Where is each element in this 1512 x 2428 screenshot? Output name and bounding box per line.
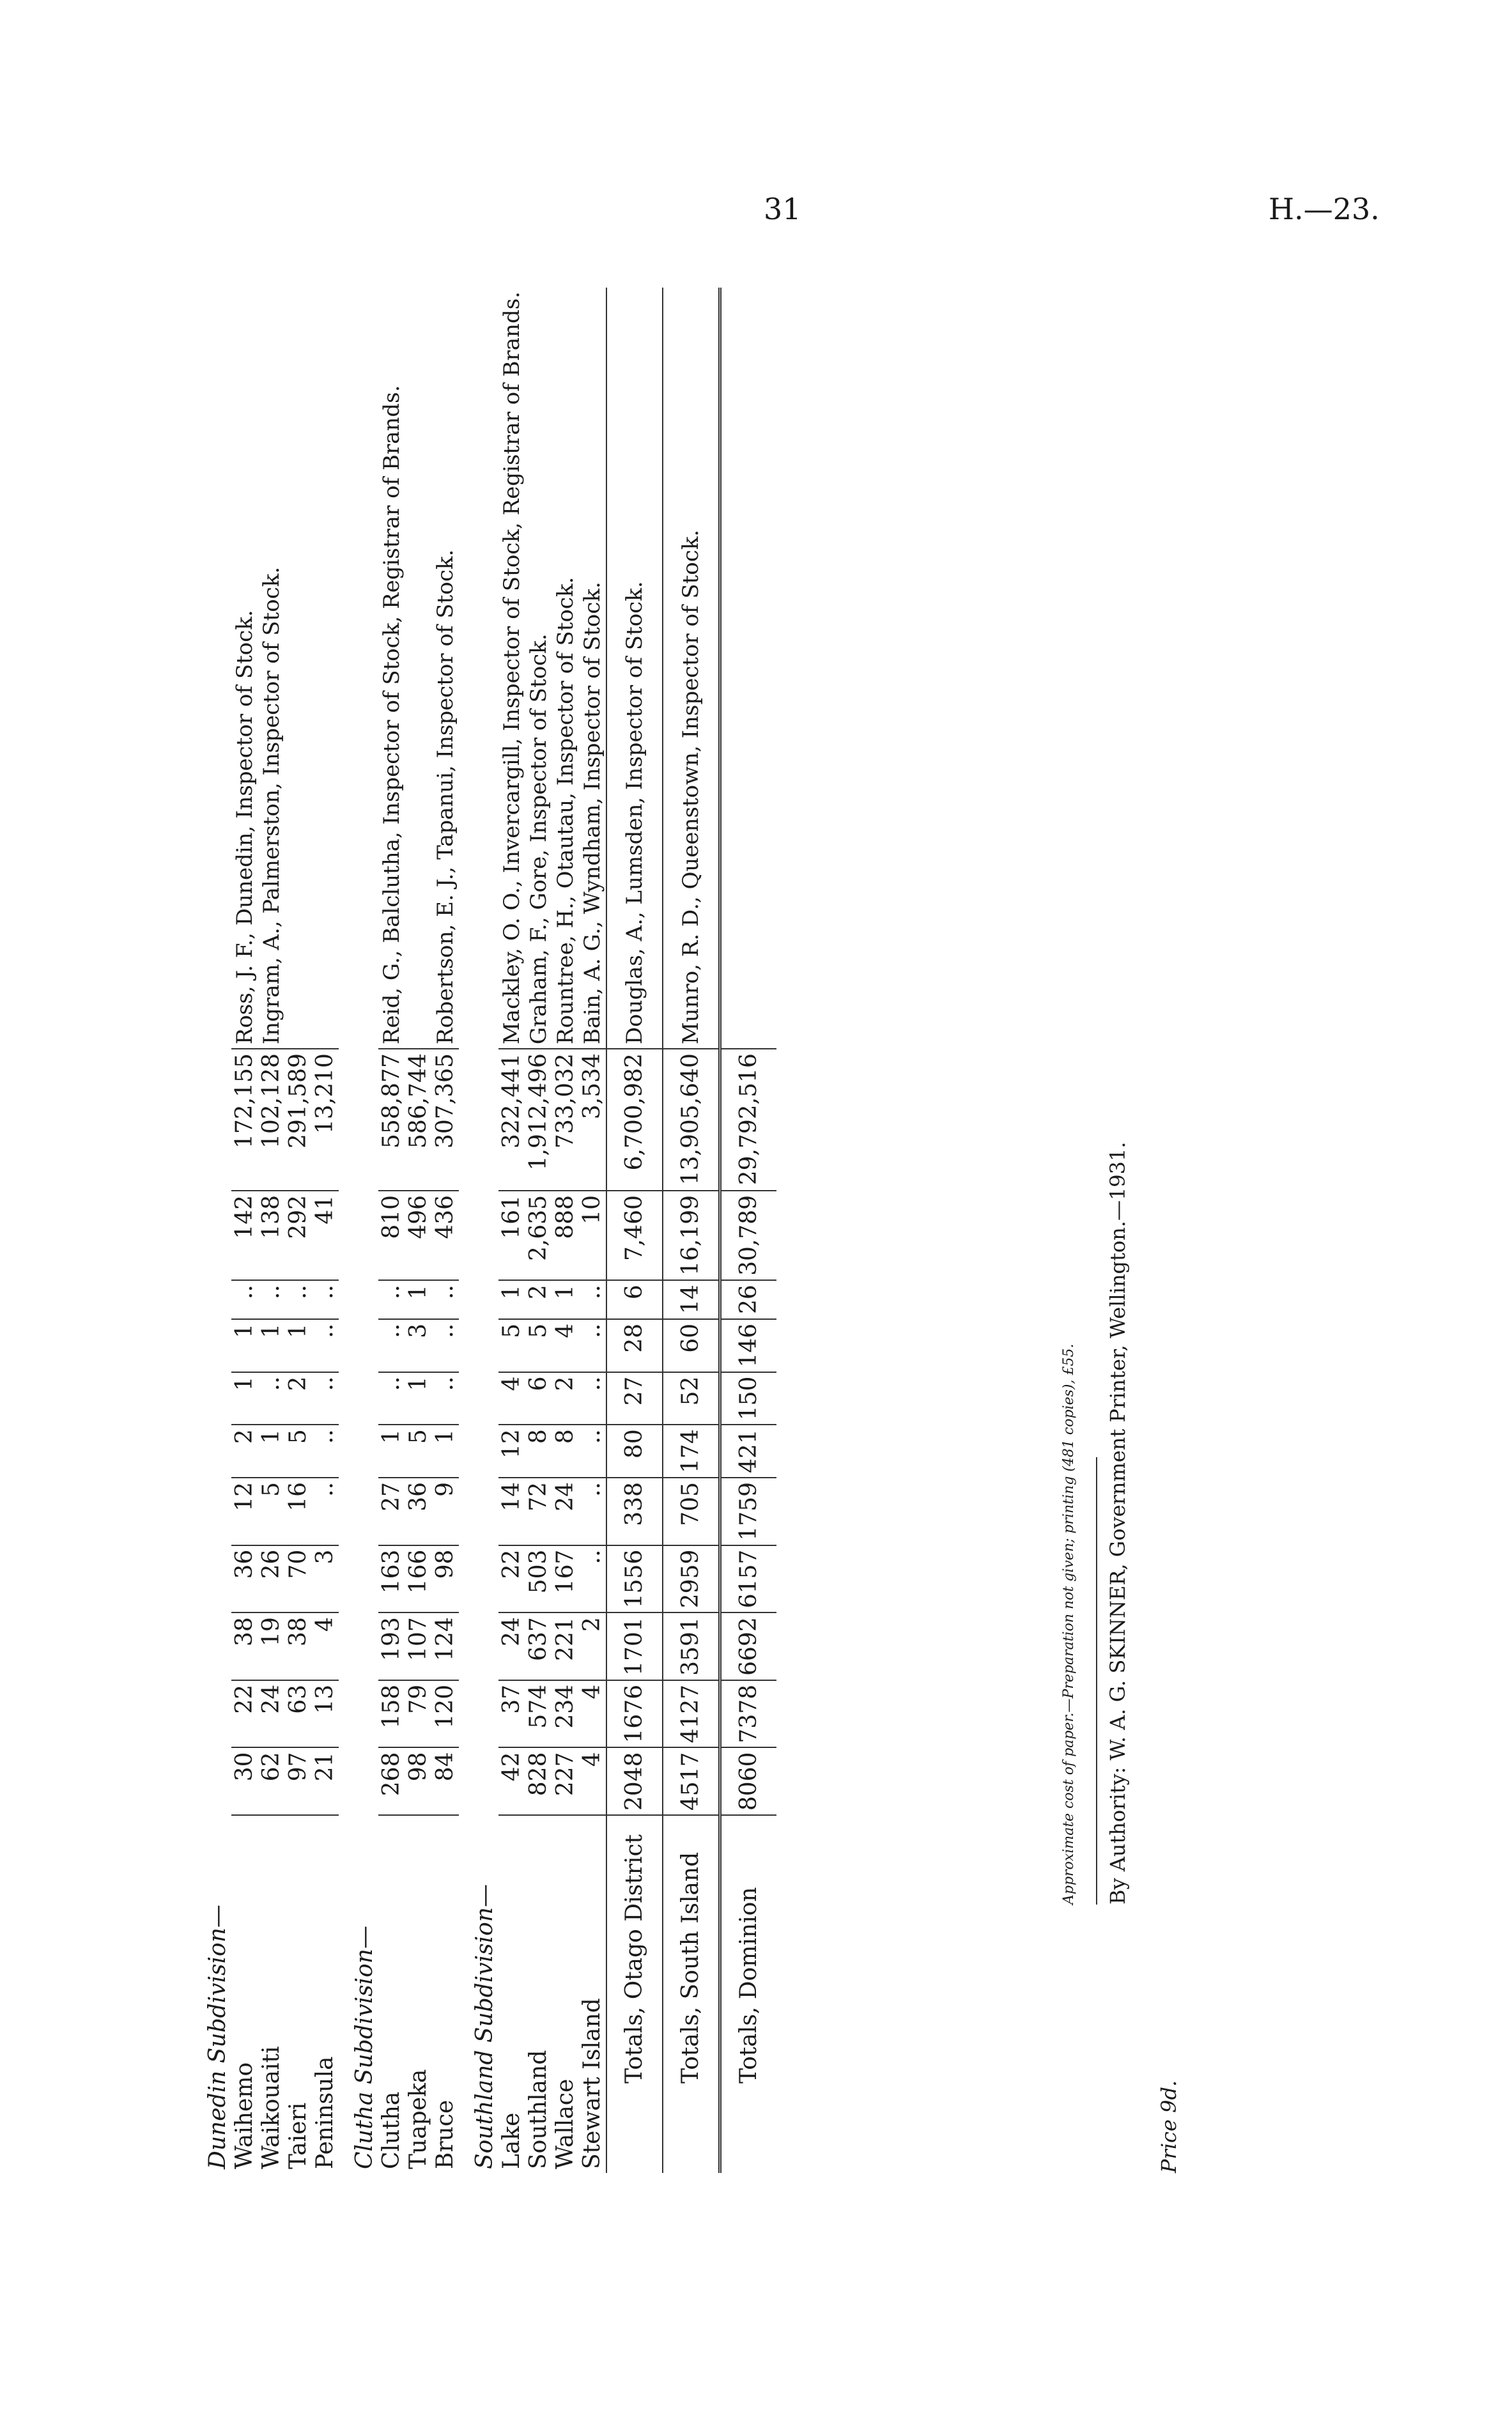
table-cell: 163 bbox=[378, 1545, 405, 1613]
table-cell: 7378 bbox=[720, 1680, 777, 1748]
table-cell: 733,032 bbox=[552, 1049, 579, 1191]
table-cell: 421 bbox=[720, 1425, 777, 1478]
table-cell: 2 bbox=[525, 1280, 552, 1319]
table-cell: 41 bbox=[312, 1191, 339, 1280]
table-row bbox=[525, 288, 552, 2173]
totals-row bbox=[720, 288, 777, 2173]
subdivision-name: Clutha Subdivision— bbox=[351, 1926, 378, 2169]
table-cell: 14 bbox=[498, 1478, 525, 1545]
table-cell: 1 bbox=[231, 1372, 258, 1425]
table-cell: 8060 bbox=[720, 1747, 777, 1815]
table-cell: 30 bbox=[231, 1747, 258, 1815]
table-cell: 166 bbox=[405, 1545, 432, 1613]
table-cell: 3 bbox=[405, 1319, 432, 1372]
table-cell: 26 bbox=[720, 1280, 777, 1319]
table-cell: 13,210 bbox=[312, 1049, 339, 1191]
table-cell: 1676 bbox=[606, 1680, 663, 1748]
table-cell: .. bbox=[378, 1319, 405, 1372]
table-cell: 24 bbox=[258, 1680, 285, 1748]
table-cell: 2 bbox=[579, 1612, 606, 1680]
table-cell: 24 bbox=[498, 1612, 525, 1680]
table-cell: 84 bbox=[432, 1747, 459, 1815]
table-cell: 2 bbox=[231, 1425, 258, 1478]
rotated-page-content bbox=[192, 288, 1182, 2173]
inspector-cell: Robertson, E. J., Tapanui, Inspector of Stock. bbox=[432, 288, 459, 1049]
inspector-cell: Rountree, H., Otautau, Inspector of Stock. bbox=[552, 288, 579, 1049]
table-cell: 4 bbox=[552, 1319, 579, 1372]
table-cell: 27 bbox=[378, 1478, 405, 1545]
table-cell: 4 bbox=[579, 1680, 606, 1748]
table-cell: 5 bbox=[405, 1425, 432, 1478]
table-cell: 22 bbox=[231, 1680, 258, 1748]
table-cell: .. bbox=[312, 1319, 339, 1372]
table-cell: .. bbox=[258, 1372, 285, 1425]
table-cell: 158 bbox=[378, 1680, 405, 1748]
table-cell: 1556 bbox=[606, 1545, 663, 1613]
totals-row bbox=[663, 288, 720, 2173]
table-cell: 13 bbox=[312, 1680, 339, 1748]
table-cell: 52 bbox=[663, 1372, 720, 1425]
inspector-cell: Munro, R. D., Queenstown, Inspector of Stock. bbox=[663, 288, 720, 1049]
table-row bbox=[432, 288, 459, 2173]
table-cell: 36 bbox=[231, 1545, 258, 1613]
table-cell: .. bbox=[579, 1372, 606, 1425]
table-cell: 14 bbox=[663, 1280, 720, 1319]
table-cell: 80 bbox=[606, 1425, 663, 1478]
table-cell: 70 bbox=[285, 1545, 312, 1613]
table-row bbox=[258, 288, 285, 2173]
inspector-cell: Douglas, A., Lumsden, Inspector of Stock. bbox=[606, 288, 663, 1049]
table-cell: .. bbox=[579, 1425, 606, 1478]
table-cell: 107 bbox=[405, 1612, 432, 1680]
table-row bbox=[579, 288, 606, 2173]
table-cell: 30,789 bbox=[720, 1191, 777, 1280]
table-cell: 120 bbox=[432, 1680, 459, 1748]
authority-line: By Authority: W. A. G. SKINNER, Government Printer, Wellington.—1931. bbox=[1106, 1141, 1130, 1905]
table-cell: 436 bbox=[432, 1191, 459, 1280]
table-cell: 4 bbox=[498, 1372, 525, 1425]
table-cell: .. bbox=[258, 1280, 285, 1319]
table-cell: 172,155 bbox=[231, 1049, 258, 1191]
table-cell: 2 bbox=[285, 1372, 312, 1425]
table-cell: .. bbox=[378, 1372, 405, 1425]
table-cell: 6692 bbox=[720, 1612, 777, 1680]
subdivision-name: Dunedin Subdivision— bbox=[204, 1905, 231, 2169]
table-cell: 37 bbox=[498, 1680, 525, 1748]
table-cell: 21 bbox=[312, 1747, 339, 1815]
table-cell: 1 bbox=[378, 1425, 405, 1478]
table-cell: 161 bbox=[498, 1191, 525, 1280]
table-cell: 307,365 bbox=[432, 1049, 459, 1191]
table-row bbox=[312, 288, 339, 2173]
table-cell: 1 bbox=[552, 1280, 579, 1319]
table-cell: 2048 bbox=[606, 1747, 663, 1815]
page-number: 31 bbox=[764, 192, 801, 226]
table-cell: 1 bbox=[405, 1280, 432, 1319]
inspector-cell: Mackley, O. O., Invercargill, Inspector of Stock, Registrar of Brands. bbox=[498, 288, 525, 1049]
table-cell: 1 bbox=[258, 1425, 285, 1478]
price-label: Price 9d. bbox=[1157, 2080, 1181, 2173]
table-cell: .. bbox=[579, 1319, 606, 1372]
table-cell: 4 bbox=[312, 1612, 339, 1680]
table-cell: 3591 bbox=[663, 1612, 720, 1680]
table-cell: 26 bbox=[258, 1545, 285, 1613]
table-cell: 2 bbox=[552, 1372, 579, 1425]
table-cell: 637 bbox=[525, 1612, 552, 1680]
stock-table bbox=[192, 288, 776, 2173]
footer-rule bbox=[1096, 1457, 1097, 1905]
table-cell: 888 bbox=[552, 1191, 579, 1280]
table-cell: 167 bbox=[552, 1545, 579, 1613]
table-cell: 6 bbox=[525, 1372, 552, 1425]
table-cell: .. bbox=[432, 1372, 459, 1425]
table-cell: 19 bbox=[258, 1612, 285, 1680]
district-name: Totals, Otago District bbox=[606, 1815, 663, 2173]
table-cell: 268 bbox=[378, 1747, 405, 1815]
document-reference: H.—23. bbox=[1269, 192, 1380, 226]
inspector-cell bbox=[405, 288, 432, 1049]
table-cell: 1 bbox=[498, 1280, 525, 1319]
table-cell: 5 bbox=[525, 1319, 552, 1372]
table-cell: 3 bbox=[312, 1545, 339, 1613]
table-cell: 1 bbox=[258, 1319, 285, 1372]
table-cell: 6157 bbox=[720, 1545, 777, 1613]
table-cell: 138 bbox=[258, 1191, 285, 1280]
table-cell: 1 bbox=[405, 1372, 432, 1425]
table-cell: 3,534 bbox=[579, 1049, 606, 1191]
table-cell: 22 bbox=[498, 1545, 525, 1613]
district-name: Clutha bbox=[378, 2091, 405, 2169]
district-name: Waikouaiti bbox=[258, 2046, 284, 2169]
table-cell: 42 bbox=[498, 1747, 525, 1815]
table-cell: 227 bbox=[552, 1747, 579, 1815]
table-cell: 558,877 bbox=[378, 1049, 405, 1191]
table-cell: 322,441 bbox=[498, 1049, 525, 1191]
table-cell: 4127 bbox=[663, 1680, 720, 1748]
table-cell: 62 bbox=[258, 1747, 285, 1815]
table-cell: .. bbox=[432, 1319, 459, 1372]
table-cell: 1759 bbox=[720, 1478, 777, 1545]
subdivision-heading-row bbox=[339, 288, 378, 2173]
table-cell: 16 bbox=[285, 1478, 312, 1545]
table-cell: .. bbox=[285, 1280, 312, 1319]
table-cell: 5 bbox=[285, 1425, 312, 1478]
table-cell: 8 bbox=[525, 1425, 552, 1478]
table-cell: 1 bbox=[432, 1425, 459, 1478]
table-cell: 146 bbox=[720, 1319, 777, 1372]
totals-row bbox=[606, 288, 663, 2173]
table-cell: 98 bbox=[432, 1545, 459, 1613]
table-cell: 574 bbox=[525, 1680, 552, 1748]
table-cell: 36 bbox=[405, 1478, 432, 1545]
inspector-cell: Graham, F., Gore, Inspector of Stock. bbox=[525, 288, 552, 1049]
table-row bbox=[405, 288, 432, 2173]
district-name: Bruce bbox=[432, 2099, 458, 2169]
table-cell: .. bbox=[579, 1545, 606, 1613]
subdivision-name: Southland Subdivision— bbox=[472, 1884, 498, 2169]
table-cell: 496 bbox=[405, 1191, 432, 1280]
table-cell: 705 bbox=[663, 1478, 720, 1545]
table-cell: 1,912,496 bbox=[525, 1049, 552, 1191]
table-row bbox=[498, 288, 525, 2173]
table-cell: 27 bbox=[606, 1372, 663, 1425]
table-cell: .. bbox=[579, 1280, 606, 1319]
table-cell: 16,199 bbox=[663, 1191, 720, 1280]
table-cell: 291,589 bbox=[285, 1049, 312, 1191]
table-cell: 810 bbox=[378, 1191, 405, 1280]
table-cell: 174 bbox=[663, 1425, 720, 1478]
table-cell: 142 bbox=[231, 1191, 258, 1280]
table-cell: 12 bbox=[498, 1425, 525, 1478]
table-row bbox=[285, 288, 312, 2173]
inspector-cell: Reid, G., Balclutha, Inspector of Stock, Registrar of Brands. bbox=[378, 288, 405, 1049]
table-cell: .. bbox=[312, 1372, 339, 1425]
district-name: Southland bbox=[525, 2050, 552, 2169]
table-cell: .. bbox=[432, 1280, 459, 1319]
table-cell: 12 bbox=[231, 1478, 258, 1545]
district-name: Wallace bbox=[552, 2078, 578, 2169]
table-cell: .. bbox=[378, 1280, 405, 1319]
table-cell: 5 bbox=[498, 1319, 525, 1372]
district-name: Lake bbox=[498, 2112, 525, 2169]
table-cell: 8 bbox=[552, 1425, 579, 1478]
table-cell: 97 bbox=[285, 1747, 312, 1815]
inspector-cell: Ingram, A., Palmerston, Inspector of Stock. bbox=[258, 288, 285, 1049]
district-name: Stewart Island bbox=[579, 1998, 605, 2169]
district-name: Waihemo bbox=[231, 2062, 258, 2169]
subdivision-heading-row bbox=[459, 288, 498, 2173]
table-cell: 60 bbox=[663, 1319, 720, 1372]
inspector-cell: Ross, J. F., Dunedin, Inspector of Stock. bbox=[231, 288, 258, 1049]
table-cell: .. bbox=[231, 1280, 258, 1319]
table-cell: 586,744 bbox=[405, 1049, 432, 1191]
table-cell: 24 bbox=[552, 1478, 579, 1545]
table-row bbox=[231, 288, 258, 2173]
table-cell: 503 bbox=[525, 1545, 552, 1613]
table-cell: 10 bbox=[579, 1191, 606, 1280]
table-cell: 221 bbox=[552, 1612, 579, 1680]
table-cell: 2,635 bbox=[525, 1191, 552, 1280]
table-cell: 72 bbox=[525, 1478, 552, 1545]
table-cell: 4 bbox=[579, 1747, 606, 1815]
inspector-cell bbox=[285, 288, 312, 1049]
table-cell: 1 bbox=[285, 1319, 312, 1372]
subdivision-heading-row bbox=[192, 288, 231, 2173]
table-cell: 4517 bbox=[663, 1747, 720, 1815]
table-cell: 1 bbox=[231, 1319, 258, 1372]
table-cell: .. bbox=[579, 1478, 606, 1545]
table-cell: 38 bbox=[231, 1612, 258, 1680]
table-cell: 6 bbox=[606, 1280, 663, 1319]
table-cell: 292 bbox=[285, 1191, 312, 1280]
table-cell: 150 bbox=[720, 1372, 777, 1425]
inspector-cell bbox=[720, 288, 777, 1049]
table-cell: .. bbox=[312, 1478, 339, 1545]
table-cell: 2959 bbox=[663, 1545, 720, 1613]
district-name: Totals, South Island bbox=[663, 1815, 720, 2173]
table-cell: 193 bbox=[378, 1612, 405, 1680]
inspector-cell: Bain, A. G., Wyndham, Inspector of Stock. bbox=[579, 288, 606, 1049]
district-name: Peninsula bbox=[312, 2056, 338, 2169]
table-cell: 338 bbox=[606, 1478, 663, 1545]
inspector-cell bbox=[312, 288, 339, 1049]
table-cell: 6,700,982 bbox=[606, 1049, 663, 1191]
table-cell: 234 bbox=[552, 1680, 579, 1748]
table-cell: 102,128 bbox=[258, 1049, 285, 1191]
table-row bbox=[378, 288, 405, 2173]
table-cell: 5 bbox=[258, 1478, 285, 1545]
table-cell: .. bbox=[312, 1425, 339, 1478]
table-cell: .. bbox=[312, 1280, 339, 1319]
district-name: Taieri bbox=[285, 2102, 311, 2169]
table-cell: 79 bbox=[405, 1680, 432, 1748]
table-cell: 28 bbox=[606, 1319, 663, 1372]
table-cell: 63 bbox=[285, 1680, 312, 1748]
table-cell: 7,460 bbox=[606, 1191, 663, 1280]
table-row bbox=[552, 288, 579, 2173]
district-name: Tuapeka bbox=[405, 2069, 431, 2169]
table-cell: 828 bbox=[525, 1747, 552, 1815]
table-cell: 98 bbox=[405, 1747, 432, 1815]
table-cell: 1701 bbox=[606, 1612, 663, 1680]
cost-note: Approximate cost of paper.—Preparation not given; printing (481 copies), £55. bbox=[1061, 1343, 1077, 1905]
table-cell: 13,905,640 bbox=[663, 1049, 720, 1191]
table-cell: 9 bbox=[432, 1478, 459, 1545]
district-name: Totals, Dominion bbox=[720, 1815, 777, 2173]
table-cell: 38 bbox=[285, 1612, 312, 1680]
table-cell: 29,792,516 bbox=[720, 1049, 777, 1191]
table-cell: 124 bbox=[432, 1612, 459, 1680]
